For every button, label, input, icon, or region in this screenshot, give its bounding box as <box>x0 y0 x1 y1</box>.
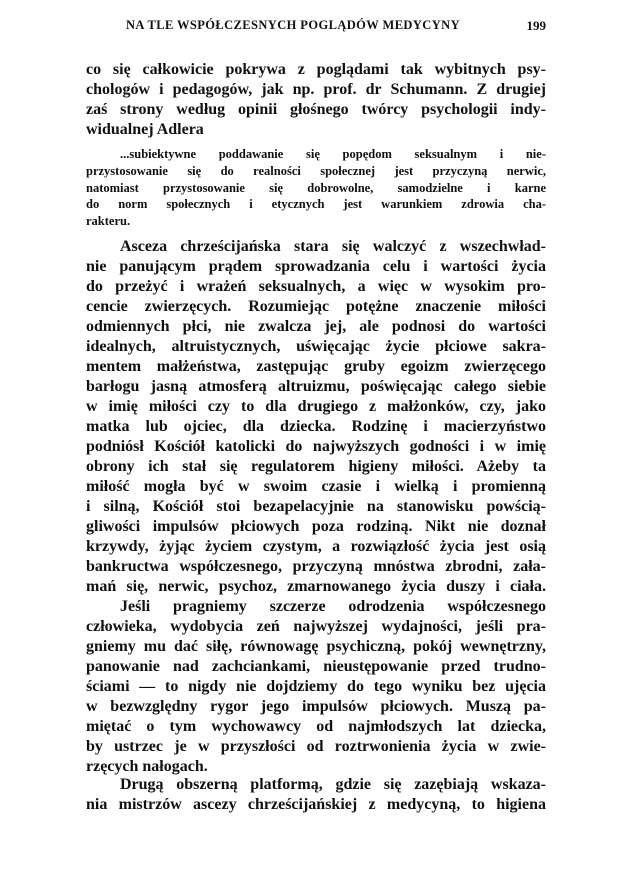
text-line: ściami — to nigdy nie dojdziemy do tego wyniku bez ujęcia <box>86 678 546 695</box>
text-line: chologów i pedagogów, jak np. prof. dr Schumann. Z drugiej <box>86 81 546 98</box>
paragraph-3 <box>86 775 546 815</box>
text-line: zaś strony według opinii głośnego twórcy psychologii indy- <box>86 101 546 118</box>
quote-line: przystosowanie się do realności społecznej jest przyczyną nerwic, <box>86 163 546 178</box>
page-header <box>86 18 546 38</box>
text-line: miętać o tym wychowawcy od najmłodszych lat dziecka, <box>86 718 546 735</box>
text-line: panowanie nad zachciankami, nieustępowanie przed trudno- <box>86 658 546 675</box>
paragraph-1 <box>86 60 546 140</box>
running-title: NA TLE WSPÓŁCZESNYCH POGLĄDÓW MEDYCYNY <box>126 18 460 32</box>
text-line: obrony ich stał się regulatorem higieny miłości. Ażeby ta <box>86 458 546 475</box>
text-line: matka lub ojciec, dla dziecka. Rodzinę i macierzyństwo <box>86 418 546 435</box>
text-line: bankructwa współczesnego, przyczyną mnóstwa zbrodni, zała- <box>86 558 546 575</box>
paragraph-2 <box>86 237 546 777</box>
text-line: w imię miłości czy to dla drugiego z małżonków, czy, jako <box>86 398 546 415</box>
text-line: i silną, Kościół stoi bezapelacyjnie na stanowisku powścią- <box>86 498 546 515</box>
text-line: Jeśli pragniemy szczerze odrodzenia współczesnego <box>120 598 546 615</box>
text-line: człowieka, wydobycia zeń najwyższej wydajności, jeśli pra- <box>86 618 546 635</box>
page-number: 199 <box>526 18 546 33</box>
quote-line: do norm społecznych i etycznych jest warunkiem zdrowia cha- <box>86 197 546 212</box>
text-line: Drugą obszerną platformą, gdzie się zazębiają wskaza- <box>120 776 546 793</box>
text-line: nia mistrzów ascezy chrześcijańskiej z medycyną, to higiena <box>86 796 546 813</box>
text-line: w bezwzględny rygor jego impulsów płciowych. Muszą pa- <box>86 698 546 715</box>
text-line: mentem małżeństwa, zastępując gruby egoizm zwierzęcego <box>86 358 546 375</box>
text-line: do przeżyć i wrażeń seksualnych, a więc w wysokim pro- <box>86 278 546 295</box>
quote-line: rakteru. <box>86 214 131 229</box>
text-line: idealnych, altruistycznych, uświęcając życie płciowe sakra- <box>86 338 546 355</box>
text-line: cencie zwierzęcych. Rozumiejąc potężne znaczenie miłości <box>86 298 546 315</box>
text-line: barłogu jasną atmosferą altruizmu, poświęcając całego siebie <box>86 378 546 395</box>
text-line: by ustrzec je w przyszłości od roztrwonienia życia w zwie- <box>86 738 546 755</box>
text-line: odmiennych płci, nie zwalcza jej, ale podnosi do wartości <box>86 318 546 335</box>
text-line: Asceza chrześcijańska stara się walczyć z wszechwład- <box>120 238 546 255</box>
quote-line: ...subiektywne poddawanie się popędom seksualnym i nie- <box>120 147 546 161</box>
text-line: podniósł Kościół katolicki do najwyższych godności i w imię <box>86 438 546 455</box>
text-line: gliwości impulsów płciowych poza rodziną. Nikt nie doznał <box>86 518 546 535</box>
text-line: miłość mogła być w swoim czasie i wielką i promienną <box>86 478 546 495</box>
text-line: rzęcych nałogach. <box>86 758 208 775</box>
text-line: widualnej Adlera <box>86 121 204 138</box>
text-line: mań się, nerwic, psychoz, zmarnowanego życia duszy i ciała. <box>86 578 546 595</box>
text-line: gniemy mu dać siłę, równowagę psychiczną, pokój wewnętrzny, <box>86 638 546 655</box>
block-quote <box>86 146 546 230</box>
quote-line: natomiast przystosowanie się dobrowolne, samodzielne i karne <box>86 180 546 195</box>
text-line: krzywdy, żyjąc życiem czystym, a rozwiązłość życia jest osią <box>86 538 546 555</box>
text-line: co się całkowicie pokrywa z poglądami tak wybitnych psy- <box>86 61 546 78</box>
text-line: nie panującym prądem sprowadzania celu i wartości życia <box>86 258 546 275</box>
